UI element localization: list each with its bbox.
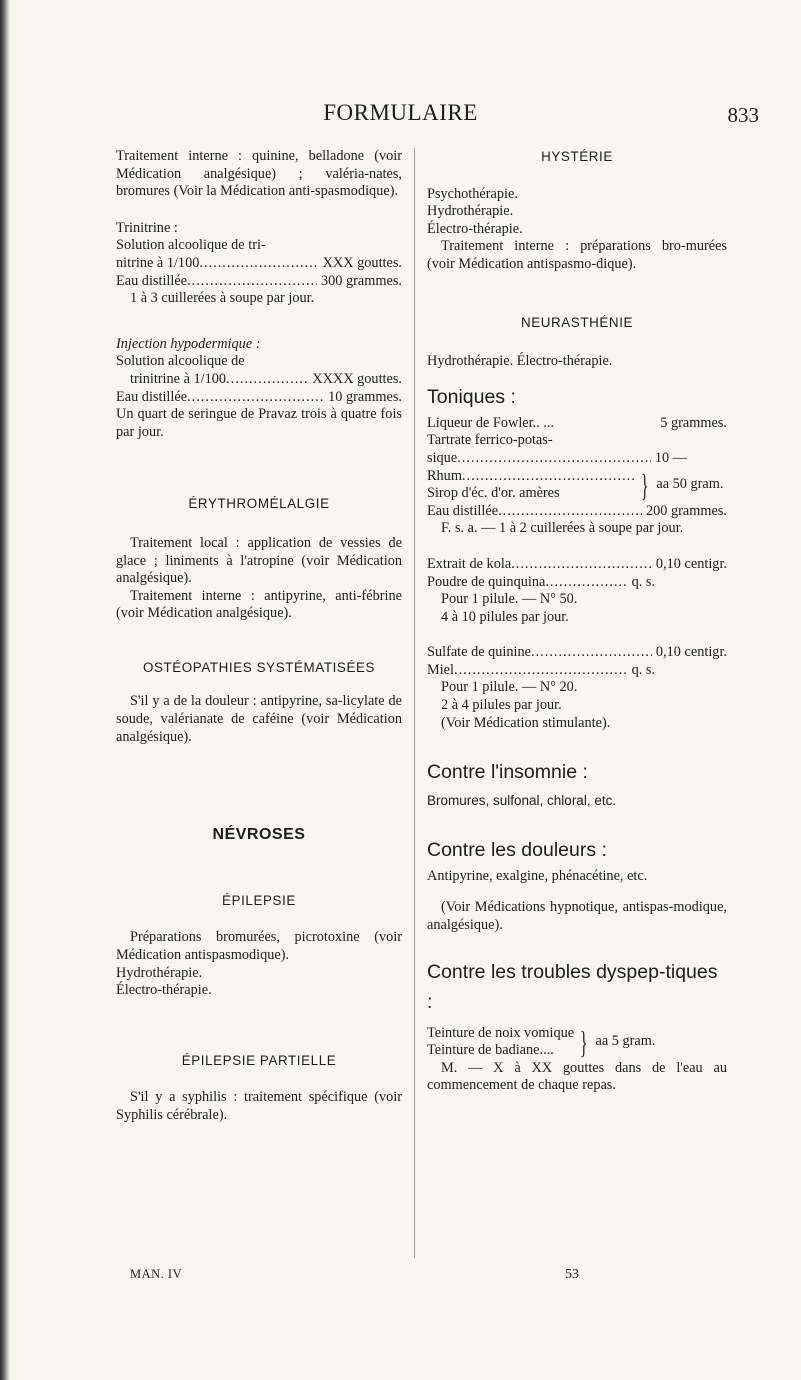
ingredient-name: Eau distillée xyxy=(427,502,499,519)
ingredient-quantity: 10 — xyxy=(654,449,687,466)
pilule-dose-1: 4 à 10 pilules par jour. xyxy=(441,608,569,625)
leader-dots xyxy=(454,662,628,680)
ingredient-name: Eau distillée xyxy=(116,388,188,405)
trinitrine-line-1: Solution alcoolique de tri- xyxy=(116,237,266,254)
hysterie-paragraph-3: Électro-thérapie. xyxy=(427,220,523,237)
leader-dots xyxy=(187,389,324,407)
recipe-row-eau-distillee xyxy=(427,503,727,521)
ingredient-name: trinitrine à 1/100 xyxy=(130,370,227,387)
pilule-note-2: Pour 1 pilule. — N° 20. xyxy=(441,679,578,696)
category-title-insomnie: Contre l'insomnie : xyxy=(427,761,588,784)
ingredient-name: Extrait de kola xyxy=(427,555,512,572)
leader-dots xyxy=(498,503,642,521)
footer-sheet-number: 53 xyxy=(565,1267,579,1282)
ingredient-quantity: XXX gouttes. xyxy=(322,254,402,271)
brace-glyph: } xyxy=(579,1024,588,1061)
recipe-row-trinitrine xyxy=(116,255,402,273)
section-title-osteopathies: OSTÉOPATHIES SYSTÉMATISÉES xyxy=(142,659,376,675)
left-column xyxy=(116,148,402,1125)
leader-dots xyxy=(531,644,652,662)
section-title-neurasthenie: NEURASTHÉNIE xyxy=(520,314,634,330)
insomnie-paragraph: Bromures, sulfonal, chloral, etc. xyxy=(427,793,617,809)
page-number: 833 xyxy=(727,103,759,127)
ingredient-quantity: q. s. xyxy=(631,573,655,590)
trinitrine-title: Trinitrine : xyxy=(116,219,178,236)
section-title-erythromelalgie: ÉRYTHROMÉLALGIE xyxy=(188,496,330,512)
trinitrine-dose: 1 à 3 cuillerées à soupe par jour. xyxy=(130,290,315,307)
section-title-hysterie: HYSTÉRIE xyxy=(541,149,613,164)
neurasthenie-paragraph: Hydrothérapie. Électro-thérapie. xyxy=(427,353,613,370)
injection-dose: Un quart de seringue de Pravaz trois à quatre fois par jour. xyxy=(116,406,402,440)
page-header xyxy=(0,100,801,130)
category-title-douleurs: Contre les douleurs : xyxy=(427,838,607,861)
category-title-dyspeptiques: Contre les troubles dyspep-tiques : xyxy=(427,960,718,1013)
running-title: FORMULAIRE xyxy=(323,100,478,125)
ingredient-quantity: 0,10 centigr. xyxy=(655,644,727,661)
recipe-row-kola xyxy=(427,556,727,574)
brace-glyph: } xyxy=(640,467,649,504)
ingredient-name: Liqueur de Fowler.. ... xyxy=(427,414,555,431)
section-title-epilepsie: ÉPILEPSIE xyxy=(222,892,296,908)
erythromelalgie-paragraph-2: Traitement interne : antipyrine, anti-fébrine (voir Médication analgésique). xyxy=(116,587,402,622)
recipe-row-quinquina xyxy=(427,574,727,592)
footer-signature: MAN. IV xyxy=(130,1267,183,1281)
dyspeptiques-dose: M. — X à XX gouttes dans de l'eau au commencement de chaque repas. xyxy=(427,1059,727,1094)
page-binding-shadow xyxy=(0,0,10,1380)
leader-dots xyxy=(199,255,318,273)
ingredient-name: Sulfate de quinine xyxy=(427,644,532,661)
leader-dots xyxy=(462,468,635,486)
ingredient-name: nitrine à 1/100 xyxy=(116,254,200,271)
leader-dots xyxy=(226,371,308,389)
ingredient-quantity: 300 grammes. xyxy=(321,272,402,289)
leader-dots xyxy=(457,450,651,468)
hysterie-paragraph-2: Hydrothérapie. xyxy=(427,203,514,220)
recipe-row-rhum xyxy=(427,468,635,486)
leader-dots xyxy=(511,556,652,574)
teintures-list xyxy=(427,1025,574,1060)
ingredient-quantity: q. s. xyxy=(631,661,655,678)
recipe-row-eau-injection xyxy=(116,389,402,407)
hysterie-paragraph-1: Psychothérapie. xyxy=(427,185,518,202)
recipe-row-fowler xyxy=(427,415,727,433)
ingredient-quantity: XXXX gouttes. xyxy=(312,370,402,387)
leader-dots xyxy=(545,574,627,592)
section-title-nevroses: NÉVROSES xyxy=(212,826,306,844)
ingredient-quantity: 10 grammes. xyxy=(328,388,402,405)
ingredient-name: sique xyxy=(427,449,458,466)
section-title-epilepsie-partielle: ÉPILEPSIE PARTIELLE xyxy=(181,1052,337,1068)
recipe-row-tartrate xyxy=(427,450,727,468)
ingredient-quantity: 5 grammes. xyxy=(660,414,727,431)
pilule-dose-2: 2 à 4 pilules par jour. xyxy=(441,697,562,714)
epilepsie-paragraph-2: Hydrothérapie. xyxy=(116,964,203,981)
epilepsie-paragraph-3: Électro-thérapie. xyxy=(116,982,212,999)
injection-title: Injection hypodermique : xyxy=(116,335,261,352)
recipe-group-rhum-sirop xyxy=(427,468,727,503)
recipe-row-eau xyxy=(116,273,402,291)
ingredient-quantity: 0,10 centigr. xyxy=(655,555,727,572)
injection-line-1: Solution alcoolique de xyxy=(116,353,245,370)
leader-dots xyxy=(187,273,317,291)
ingredient-quantity: aa 50 gram. xyxy=(656,476,724,493)
recipe-row-quinine xyxy=(427,644,727,662)
recipe-row-trinitrine-injection xyxy=(116,371,402,389)
right-column xyxy=(427,148,727,1095)
intro-paragraph: Traitement interne : quinine, belladone (voir Médication analgésique) ; valéria-nates, bromures (Voir la Médication anti-spasmodique). xyxy=(116,148,402,200)
ingredient-quantity: 200 grammes. xyxy=(646,502,727,519)
ingredient-name: Eau distillée xyxy=(116,272,188,289)
ingredient-name-noix-vomique: Teinture de noix vomique xyxy=(427,1024,575,1041)
hysterie-paragraph-4: Traitement interne : préparations bro-murées (voir Médication antispasmo-dique). xyxy=(427,238,727,272)
ingredient-name: Rhum xyxy=(427,467,462,484)
recipe-group-teintures xyxy=(427,1025,727,1060)
epilepsie-paragraph-1: Préparations bromurées, picrotoxine (voir Médication antispasmodique). xyxy=(116,929,402,964)
ingredient-name-sirop: Sirop d'éc. d'or. amères xyxy=(427,485,560,502)
ingredient-name: Poudre de quinquina xyxy=(427,573,546,590)
ingredient-name: Miel xyxy=(427,661,455,678)
ingredient-name-badiane: Teinture de badiane.... xyxy=(427,1042,554,1059)
pilule-note-1: Pour 1 pilule. — N° 50. xyxy=(441,591,578,608)
epilepsie-partielle-paragraph: S'il y a syphilis : traitement spécifique (voir Syphilis cérébrale). xyxy=(116,1089,402,1123)
ingredient-quantity: aa 5 gram. xyxy=(595,1033,656,1050)
stimulante-note: (Voir Médication stimulante). xyxy=(441,714,611,731)
column-divider xyxy=(414,148,415,1258)
douleurs-paragraph-2: (Voir Médications hypnotique, antispas-modique, analgésique). xyxy=(427,899,727,934)
osteopathies-paragraph: S'il y a de la douleur : antipyrine, sa-licylate de soude, valérianate de caféine (voir Médication analgésique). xyxy=(116,693,402,745)
fsa-dose: F. s. a. — 1 à 2 cuillerées à soupe par jour. xyxy=(441,520,684,537)
douleurs-paragraph-1: Antipyrine, exalgine, phénacétine, etc. xyxy=(427,867,648,884)
category-title-toniques: Toniques : xyxy=(427,385,516,408)
tartrate-line-1: Tartrate ferrico-potas- xyxy=(427,432,553,449)
erythromelalgie-paragraph-1: Traitement local : application de vessies de glace ; liniments à l'atropine (voir Médication analgésique). xyxy=(116,534,402,587)
recipe-row-miel xyxy=(427,662,727,680)
